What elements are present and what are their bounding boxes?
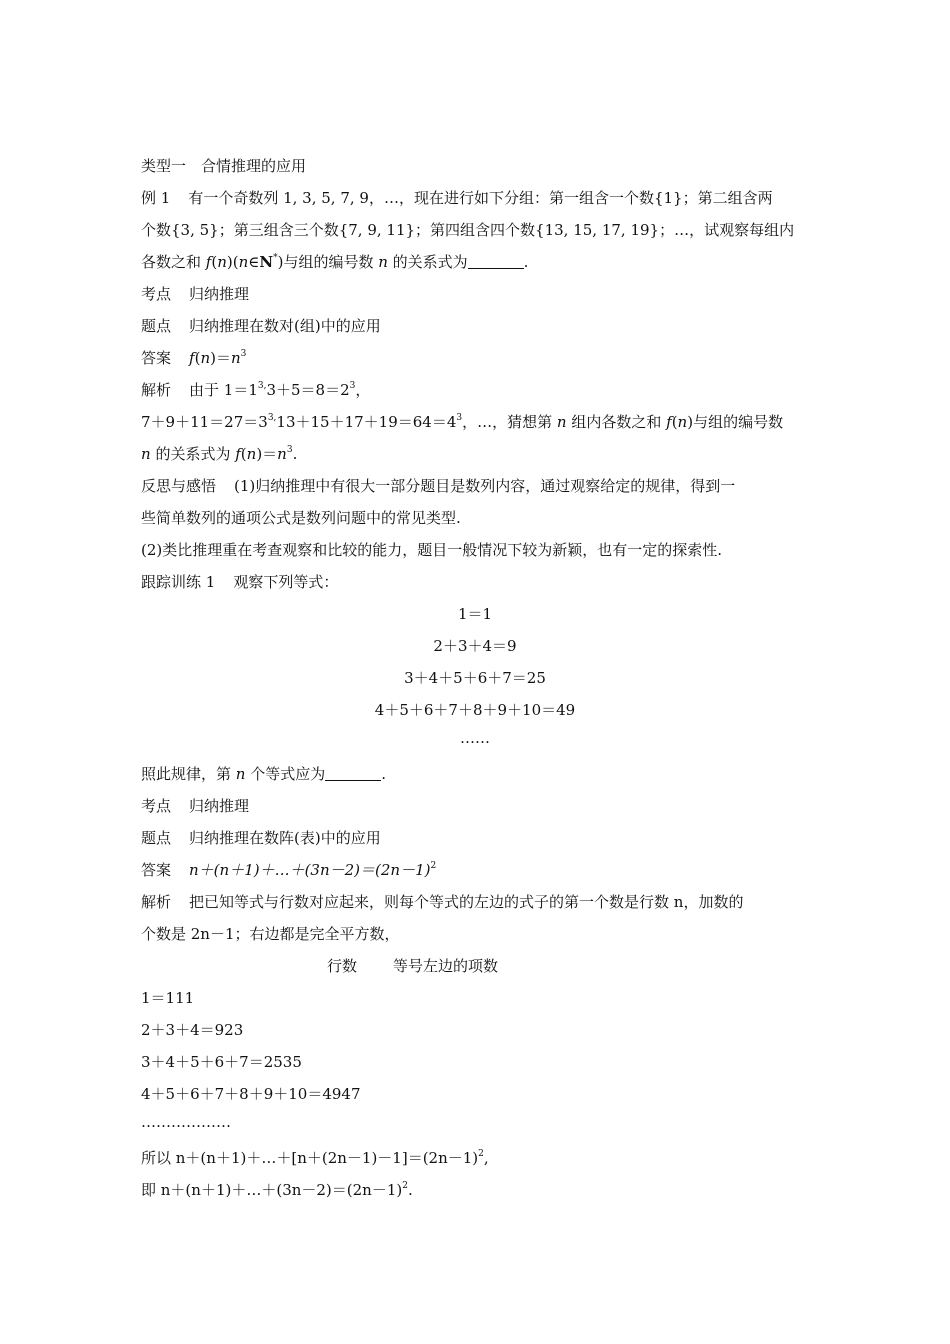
- superscript: 3: [240, 349, 247, 359]
- superscript: 3,: [267, 413, 277, 423]
- example1-jiexi-line1: [141, 380, 370, 400]
- text: (: [671, 413, 678, 431]
- table-row-4: [141, 1084, 361, 1104]
- kaodian-label: 考点: [141, 285, 172, 303]
- example1-tidian: [141, 316, 381, 336]
- text: (: [211, 253, 218, 271]
- text: 3＋5＝8＝2: [266, 381, 350, 399]
- equation-4: [0, 700, 950, 720]
- equation-text: 2＋3＋4＝9: [433, 637, 517, 655]
- answer-formula: n＋(n＋1)＋…＋(3n－2)＝(2n－1): [189, 861, 431, 879]
- answer-blank: [468, 254, 524, 269]
- example1-jiexi-line2: [141, 412, 783, 432]
- superscript: 3: [286, 445, 293, 455]
- superscript: 3: [349, 381, 356, 391]
- reflection-line1: [141, 476, 735, 496]
- text: 组内各数之和: [566, 413, 667, 431]
- section-title: [141, 156, 306, 176]
- text: .: [381, 765, 387, 783]
- text: ，…，猜想第: [462, 413, 557, 431]
- jiexi-text: 把已知等式与行数对应起来，则每个等式的左边的式子的第一个数是行数 n，加数的: [189, 893, 744, 911]
- math-n: n: [246, 445, 257, 463]
- math-f: f: [189, 349, 195, 367]
- text: )与组的编号数: [687, 413, 784, 431]
- tidian-label: 题点: [141, 317, 172, 335]
- superscript: 3,: [257, 381, 267, 391]
- training1-question: [141, 764, 386, 784]
- reflection-text: (2)类比推理重在考查观察和比较的能力，题目一般情况下较为新颖，也有一定的探索性.: [141, 541, 723, 559]
- text: .: [407, 1181, 413, 1199]
- table-dots: [141, 1112, 231, 1132]
- equation-text: 3＋4＋5＋6＋7＝25: [404, 669, 546, 687]
- math-n: n: [277, 445, 287, 463]
- math-n: n: [217, 253, 227, 271]
- math-n: n: [230, 349, 241, 367]
- table-row-2: [141, 1020, 243, 1040]
- equation-text: 4＋5＋6＋7＋8＋9＋10＝49: [374, 701, 576, 719]
- text: .: [523, 253, 529, 271]
- tidian-value: 归纳推理在数对(组)中的应用: [189, 317, 381, 335]
- table-row-text: 4＋5＋6＋7＋8＋9＋10＝4947: [141, 1085, 361, 1103]
- answer-label: 答案: [141, 349, 172, 367]
- text: )＝: [210, 349, 231, 367]
- training1-heading: [141, 572, 338, 592]
- ellipsis-text: ……: [460, 729, 490, 747]
- equation-3: [0, 668, 950, 688]
- reflection-line2: [141, 508, 461, 528]
- text: ，: [355, 381, 371, 399]
- kaodian-value: 归纳推理: [189, 285, 250, 303]
- example1-text-line1: 有一个奇数列 1, 3, 5, 7, 9，…，现在进行如下分组：第一组含一个数{1}；第二组含两: [188, 189, 773, 207]
- jiexi-text: 个数是 2n－1；右边都是完全平方数，: [141, 925, 400, 943]
- so-formula: 所以 n＋(n＋1)＋…＋[n＋(2n－1)－1]＝(2n－1): [141, 1149, 479, 1167]
- text: ∈: [248, 253, 260, 271]
- training1-tidian: [141, 828, 381, 848]
- table-row-1: [141, 988, 194, 1008]
- text: 各数之和: [141, 253, 206, 271]
- dots-text: ………………: [141, 1113, 231, 1131]
- text: (: [240, 445, 247, 463]
- text: )(: [226, 253, 239, 271]
- text: )＝: [256, 445, 278, 463]
- text: 的关系式为: [150, 445, 236, 463]
- jiexi-label: 解析: [141, 893, 172, 911]
- math-N: N: [259, 253, 274, 271]
- text: 7＋9＋11＝27＝3: [141, 413, 268, 431]
- table-row-text: 3＋4＋5＋6＋7＝2535: [141, 1053, 302, 1071]
- math-n: n: [141, 445, 151, 463]
- section-title-text: 类型一 合情推理的应用: [141, 157, 307, 175]
- reflection-text: 些简单数列的通项公式是数列问题中的常见类型.: [141, 509, 461, 527]
- math-n: n: [238, 253, 249, 271]
- text: ,: [483, 1149, 489, 1167]
- math-f: f: [235, 445, 241, 463]
- training1-kaodian: [141, 796, 249, 816]
- training1-jiexi-line2: [141, 924, 400, 944]
- training-intro: 观察下列等式：: [233, 573, 339, 591]
- math-n: n: [235, 765, 246, 783]
- math-n: n: [200, 349, 211, 367]
- training-label: 跟踪训练 1: [141, 573, 216, 591]
- equation-1: [0, 604, 950, 624]
- tidian-value: 归纳推理在数阵(表)中的应用: [189, 829, 381, 847]
- math-n: n: [378, 253, 388, 271]
- reflection-label: 反思与感悟: [141, 477, 217, 495]
- reflection-text: (1)归纳推理中有很大一部分题目是数列内容，通过观察给定的规律，得到一: [234, 477, 736, 495]
- table-row-text: 2＋3＋4＝923: [141, 1021, 244, 1039]
- example-label: 例 1: [141, 189, 171, 207]
- training1-answer: [141, 860, 436, 880]
- equation-2: [0, 636, 950, 656]
- text: .: [292, 445, 298, 463]
- math-n: n: [677, 413, 688, 431]
- training1-jiexi-line1: [141, 892, 743, 912]
- kaodian-value: 归纳推理: [189, 797, 250, 815]
- math-f: f: [205, 253, 212, 271]
- superscript: 2: [402, 1181, 408, 1191]
- table-row-3: [141, 1052, 302, 1072]
- example1-line2: [141, 220, 794, 240]
- text: 个等式应为: [245, 765, 326, 783]
- answer-blank: [325, 766, 381, 781]
- text: 的关系式为: [387, 253, 468, 271]
- math-f: f: [666, 413, 672, 431]
- superscript: 2: [478, 1149, 484, 1159]
- math-n: n: [556, 413, 567, 431]
- text: 13＋15＋17＋19＝64＝4: [276, 413, 457, 431]
- equation-ellipsis: [0, 728, 950, 748]
- text: 由于 1＝1: [189, 381, 258, 399]
- reflection-line3: [141, 540, 722, 560]
- example1-jiexi-line3: [141, 444, 297, 464]
- equation-text: 1＝1: [457, 605, 493, 623]
- superscript: 2: [430, 861, 437, 871]
- kaodian-label: 考点: [141, 797, 172, 815]
- superscript: 3: [456, 413, 463, 423]
- example1-line1: [141, 188, 773, 208]
- text: )与组的编号数: [277, 253, 379, 271]
- text: 照此规律，第: [141, 765, 236, 783]
- answer-label: 答案: [141, 861, 172, 879]
- example1-text-line2: 个数{3, 5}；第三组含三个数{7, 9, 11}；第四组含四个数{13, 15, 17, 19}；…，试观察每组内: [141, 221, 795, 239]
- so-line: [141, 1148, 489, 1168]
- jiexi-label: 解析: [141, 381, 172, 399]
- ie-formula: 即 n＋(n＋1)＋…＋(3n－2)＝(2n－1): [141, 1181, 403, 1199]
- example1-line3: [141, 252, 528, 272]
- tidian-label: 题点: [141, 829, 172, 847]
- table-header-row-count: 行数: [327, 957, 358, 975]
- ie-line: [141, 1180, 413, 1200]
- text: (: [194, 349, 201, 367]
- table-header: [327, 956, 498, 976]
- example1-answer: [141, 348, 246, 368]
- table-row-text: 1＝111: [141, 989, 195, 1007]
- superscript: *: [273, 253, 278, 263]
- table-header-term-count: 等号左边的项数: [393, 957, 499, 975]
- example1-kaodian: [141, 284, 249, 304]
